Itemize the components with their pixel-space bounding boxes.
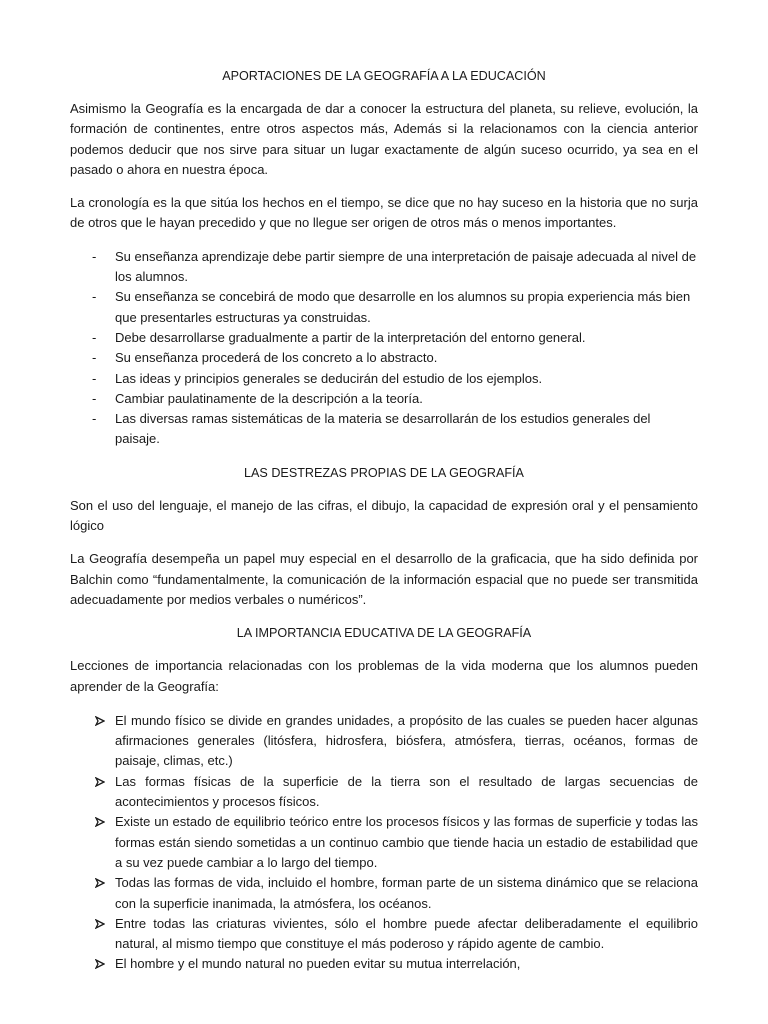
section-heading-aportaciones: APORTACIONES DE LA GEOGRAFÍA A LA EDUCACIÓN [222, 69, 546, 83]
dash-marker: - [92, 289, 97, 305]
dash-marker: - [92, 329, 97, 345]
arrow-list-item-text: Entre todas las criaturas vivientes, sólo el hombre puede afectar deliberadamente el equilibrio natural, al mismo tiempo que constituye el más poderoso y rápido agente de cambio. [115, 915, 698, 952]
paragraph-geografia-estructura: Asimismo la Geografía es la encargada de dar a conocer la estructura del planeta, su relieve, evolución, la formación de continentes, entre otros aspectos más, Además si la relacionamos con la ciencia anterior podemos deducir que nos sirve para situar un lugar exactamente de algún suceso ocurrido, ya sea en el pasado o ahora en nuestra época. [70, 101, 698, 177]
dash-list-item-text: Su enseñanza aprendizaje debe partir siempre de una interpretación de paisaje adecuada al nivel de los alumnos. [115, 248, 697, 285]
dash-list-item [70, 348, 698, 368]
dash-list-item-text: Las diversas ramas sistemáticas de la materia se desarrollarán de los estudios generales del paisaje. [115, 411, 651, 447]
dash-list-item-text: Su enseñanza procederá de los concreto a lo abstracto. [115, 350, 438, 366]
dash-marker: - [92, 390, 97, 406]
arrow-list-item [70, 772, 698, 813]
section-heading-importancia: LA IMPORTANCIA EDUCATIVA DE LA GEOGRAFÍA [236, 626, 532, 641]
document-page [70, 66, 698, 975]
dash-list-item [70, 389, 698, 409]
arrow-bullet-icon [95, 777, 105, 787]
arrow-list [70, 711, 698, 975]
dash-list-item-text: Cambiar paulatinamente de la descripción a la teoría. [115, 390, 423, 406]
paragraph-cronologia: La cronología es la que sitúa los hechos en el tiempo, se dice que no hay suceso en la historia que no surja de otros que le hayan precedido y que no llegue ser origen de otros más o menos importantes. [70, 195, 698, 231]
arrow-list-item-text: Existe un estado de equilibrio teórico entre los procesos físicos y las formas de superficie y todas las formas están siendo sometidas a un continuo cambio que tiende hacia un estadio de estabilidad que a su vez puede cambiar a lo largo del tiempo. [115, 814, 698, 870]
dash-list-item [70, 328, 698, 348]
arrow-bullet-icon [95, 817, 105, 827]
arrow-list-item-text: El mundo físico se divide en grandes unidades, a propósito de las cuales se pueden hacer algunas afirmaciones generales (litósfera, hidrosfera, biósfera, atmósfera, tierras, océanos, formas de paisaje, climas, etc.) [115, 712, 698, 769]
arrow-bullet-icon [95, 878, 105, 888]
arrow-list-item-text: Todas las formas de vida, incluido el hombre, forman parte de un sistema dinámico que se relaciona con la superficie inanimada, la atmósfera, los océanos. [115, 875, 698, 911]
section-heading-destrezas: LAS DESTREZAS PROPIAS DE LA GEOGRAFÍA [244, 465, 524, 480]
dash-list-item [70, 409, 698, 450]
arrow-list-item-text: Las formas físicas de la superficie de la tierra son el resultado de largas secuencias de acontecimientos y procesos físicos. [115, 773, 698, 810]
dash-marker: - [92, 350, 97, 366]
dash-list-item [70, 247, 698, 288]
arrow-list-item [70, 914, 698, 955]
arrow-bullet-icon [95, 919, 105, 929]
dash-marker: - [92, 370, 97, 386]
paragraph-graficacia: La Geografía desempeña un papel muy especial en el desarrollo de la graficacia, que ha sido definida por Balchin como “fundamentalmente, la comunicación de la información espacial que no puede ser transmitida adecuadamente por medios verbales o numéricos”. [70, 551, 698, 607]
arrow-bullet-icon [95, 959, 105, 969]
arrow-list-item-text: El hombre y el mundo natural no pueden evitar su mutua interrelación, [115, 956, 521, 972]
arrow-list-item [70, 812, 698, 873]
paragraph-uso-lenguaje: Son el uso del lenguaje, el manejo de las cifras, el dibujo, la capacidad de expresión oral y el pensamiento lógico [70, 497, 698, 534]
arrow-list-item [70, 873, 698, 914]
arrow-bullet-icon [95, 716, 105, 726]
dash-list-item [70, 369, 698, 389]
dash-list-item-text: Debe desarrollarse gradualmente a partir de la interpretación del entorno general. [115, 329, 586, 345]
arrow-list-item [70, 711, 698, 772]
dash-marker: - [92, 248, 97, 264]
arrow-list-item [70, 954, 698, 974]
dash-list-item-text: Su enseñanza se concebirá de modo que desarrolle en los alumnos su propia experiencia más bien que presentarles estructuras ya construidas. [115, 289, 691, 325]
dash-list-item-text: Las ideas y principios generales se deducirán del estudio de los ejemplos. [115, 370, 543, 386]
dash-marker: - [92, 411, 97, 427]
dash-list-item [70, 287, 698, 328]
paragraph-lecciones: Lecciones de importancia relacionadas con los problemas de la vida moderna que los alumnos pueden aprender de la Geografía: [70, 658, 698, 694]
dash-list [70, 247, 698, 450]
